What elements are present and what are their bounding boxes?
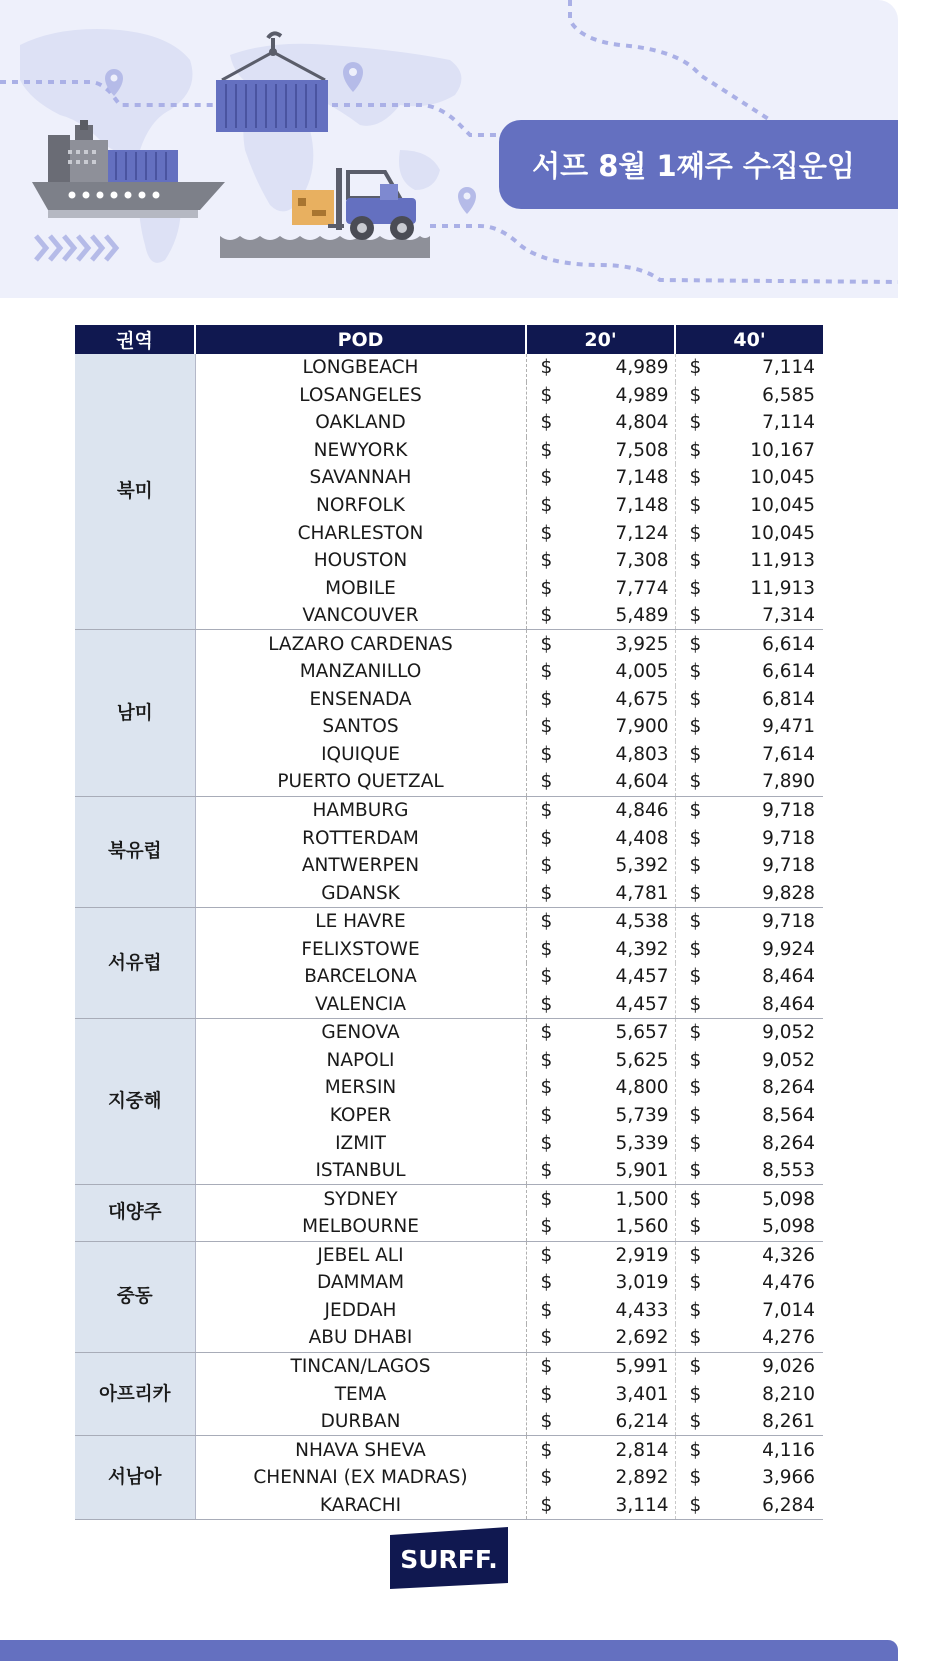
pod-cell: MANZANILLO bbox=[195, 658, 526, 686]
pod-cell: ENSENADA bbox=[195, 686, 526, 714]
rate-40ft-cell: 9,718 bbox=[762, 911, 816, 933]
rate-40ft-cell: 7,314 bbox=[709, 602, 823, 630]
currency-20-cell: $ bbox=[540, 1439, 553, 1461]
rate-40ft-cell: 8,564 bbox=[762, 1105, 816, 1127]
rate-40ft-cell: 6,614 bbox=[762, 633, 816, 655]
rate-40ft-cell: 6,814 bbox=[762, 688, 816, 710]
rate-20ft-cell: 7,148 bbox=[560, 464, 675, 492]
pod-cell: LAZARO CARDENAS bbox=[195, 630, 526, 658]
currency-40-cell: $ bbox=[689, 1049, 702, 1071]
table-header-row bbox=[75, 325, 823, 354]
bottom-accent-bar bbox=[0, 1640, 898, 1661]
surff-logo bbox=[386, 1525, 512, 1591]
pod-cell: MOBILE bbox=[195, 574, 526, 602]
rate-20ft-cell: 3,019 bbox=[560, 1269, 675, 1297]
currency-40-cell: $ bbox=[689, 743, 702, 765]
currency-20-cell: $ bbox=[540, 467, 553, 489]
currency-20-cell: $ bbox=[540, 688, 553, 710]
region-cell: 아프리카 bbox=[75, 1352, 195, 1436]
rate-40ft-cell: 8,464 bbox=[762, 966, 816, 988]
currency-20-cell: $ bbox=[526, 1213, 560, 1241]
rate-20ft-cell: 6,214 bbox=[560, 1408, 675, 1436]
forklift-icon bbox=[292, 168, 416, 240]
pod-cell: ROTTERDAM bbox=[195, 824, 526, 852]
rate-40ft-cell: 9,718 bbox=[762, 855, 816, 877]
region-cell: 북유럽 bbox=[75, 796, 195, 907]
rate-40ft-cell: 8,261 bbox=[709, 1408, 823, 1436]
currency-20-cell: $ bbox=[540, 1132, 553, 1154]
currency-20-cell: $ bbox=[526, 1324, 560, 1352]
currency-40-cell: $ bbox=[689, 1383, 702, 1405]
rate-40ft-cell: 3,966 bbox=[762, 1467, 816, 1489]
currency-40-cell: $ bbox=[689, 1022, 702, 1044]
pod-cell: LONGBEACH bbox=[195, 354, 526, 382]
rate-20ft-cell: 2,919 bbox=[560, 1241, 675, 1269]
rate-20ft-cell: 4,457 bbox=[560, 991, 675, 1019]
pod-cell: NAPOLI bbox=[195, 1047, 526, 1075]
pod-cell: FELIXSTOWE bbox=[195, 935, 526, 963]
rate-20ft-cell: 5,489 bbox=[560, 602, 675, 630]
pod-cell: ISTANBUL bbox=[195, 1157, 526, 1185]
currency-20-cell: $ bbox=[540, 661, 553, 683]
currency-40-cell: $ bbox=[675, 768, 709, 796]
rate-20ft-cell: 4,457 bbox=[560, 963, 675, 991]
currency-20-cell: $ bbox=[540, 384, 553, 406]
pod-cell: PUERTO QUETZAL bbox=[195, 768, 526, 796]
currency-40-cell: $ bbox=[675, 879, 709, 907]
region-cell: 중동 bbox=[75, 1241, 195, 1352]
currency-20-cell: $ bbox=[526, 768, 560, 796]
rate-20ft-cell: 5,901 bbox=[560, 1157, 675, 1185]
rate-20ft-cell: 4,803 bbox=[560, 741, 675, 769]
rate-20ft-cell: 4,433 bbox=[560, 1297, 675, 1325]
rate-40ft-cell: 9,026 bbox=[762, 1355, 816, 1377]
rate-40ft-cell: 10,045 bbox=[750, 522, 816, 544]
currency-20-cell: $ bbox=[526, 1408, 560, 1436]
pod-cell: TINCAN/LAGOS bbox=[195, 1352, 526, 1380]
table-row bbox=[75, 1352, 823, 1380]
rate-20ft-cell: 7,900 bbox=[560, 713, 675, 741]
currency-20-cell: $ bbox=[526, 991, 560, 1019]
rate-40ft-cell: 9,924 bbox=[762, 938, 816, 960]
pod-cell: NEWYORK bbox=[195, 437, 526, 465]
rate-40ft-cell: 8,464 bbox=[709, 991, 823, 1019]
pod-cell: IZMIT bbox=[195, 1129, 526, 1157]
currency-40-cell: $ bbox=[689, 550, 702, 572]
table-row bbox=[75, 354, 823, 382]
rate-20ft-cell: 1,500 bbox=[560, 1185, 675, 1213]
rate-20ft-cell: 7,148 bbox=[560, 492, 675, 520]
currency-20-cell: $ bbox=[540, 743, 553, 765]
region-cell: 남미 bbox=[75, 630, 195, 796]
pod-cell: DURBAN bbox=[195, 1408, 526, 1436]
currency-20-cell: $ bbox=[540, 966, 553, 988]
currency-40-cell: $ bbox=[689, 1355, 702, 1377]
table-row bbox=[75, 1019, 823, 1047]
currency-20-cell: $ bbox=[540, 577, 553, 599]
rate-20ft-cell: 4,989 bbox=[560, 382, 675, 410]
rate-20ft-cell: 4,675 bbox=[560, 686, 675, 714]
region-cell: 지중해 bbox=[75, 1019, 195, 1185]
rate-40ft-cell: 9,471 bbox=[762, 716, 816, 738]
table-body bbox=[75, 354, 823, 1519]
currency-40-cell: $ bbox=[689, 467, 702, 489]
header-region: 권역 bbox=[75, 325, 195, 354]
rate-20ft-cell: 5,657 bbox=[560, 1019, 675, 1047]
rate-40ft-cell: 10,045 bbox=[750, 495, 816, 516]
currency-20-cell: $ bbox=[540, 1355, 553, 1377]
rate-20ft-cell: 5,339 bbox=[560, 1129, 675, 1157]
pod-cell: SYDNEY bbox=[195, 1185, 526, 1213]
rate-20ft-cell: 7,508 bbox=[560, 437, 675, 465]
pod-cell: ABU DHABI bbox=[195, 1324, 526, 1352]
rate-20ft-cell: 5,739 bbox=[560, 1102, 675, 1130]
logo-text: SURFF. bbox=[400, 1545, 498, 1574]
rate-40ft-cell: 9,718 bbox=[762, 800, 816, 822]
currency-20-cell: $ bbox=[540, 1105, 553, 1127]
currency-40-cell: $ bbox=[689, 855, 702, 877]
currency-40-cell: $ bbox=[675, 1324, 709, 1352]
pod-cell: JEBEL ALI bbox=[195, 1241, 526, 1269]
rate-40ft-cell: 7,014 bbox=[762, 1299, 816, 1321]
currency-20-cell: $ bbox=[540, 1077, 553, 1099]
pod-cell: KARACHI bbox=[195, 1491, 526, 1519]
table-row bbox=[75, 907, 823, 935]
rate-40ft-cell: 7,614 bbox=[762, 743, 816, 765]
currency-40-cell: $ bbox=[689, 938, 702, 960]
rate-20ft-cell: 4,604 bbox=[560, 768, 675, 796]
currency-20-cell: $ bbox=[540, 633, 553, 655]
pod-cell: BARCELONA bbox=[195, 963, 526, 991]
currency-40-cell: $ bbox=[689, 688, 702, 710]
pod-cell: JEDDAH bbox=[195, 1297, 526, 1325]
rate-20ft-cell: 3,925 bbox=[560, 630, 675, 658]
currency-40-cell: $ bbox=[689, 522, 702, 544]
rate-20ft-cell: 5,991 bbox=[560, 1352, 675, 1380]
rate-20ft-cell: 2,692 bbox=[560, 1324, 675, 1352]
pod-cell: IQUIQUE bbox=[195, 741, 526, 769]
currency-20-cell: $ bbox=[540, 1244, 553, 1266]
currency-20-cell: $ bbox=[540, 716, 553, 738]
currency-20-cell: $ bbox=[540, 1022, 553, 1044]
table-row bbox=[75, 630, 823, 658]
header-pod: POD bbox=[195, 325, 526, 354]
rate-40ft-cell: 4,276 bbox=[709, 1324, 823, 1352]
header-20ft: 20' bbox=[526, 325, 675, 354]
currency-40-cell: $ bbox=[689, 1244, 702, 1266]
region-cell: 대양주 bbox=[75, 1185, 195, 1241]
pod-cell: ANTWERPEN bbox=[195, 852, 526, 880]
currency-40-cell: $ bbox=[689, 800, 702, 822]
rate-20ft-cell: 4,005 bbox=[560, 658, 675, 686]
table-row bbox=[75, 1436, 823, 1464]
currency-20-cell: $ bbox=[540, 938, 553, 960]
rate-20ft-cell: 4,408 bbox=[560, 824, 675, 852]
rate-20ft-cell: 4,781 bbox=[560, 879, 675, 907]
currency-40-cell: $ bbox=[675, 602, 709, 630]
currency-20-cell: $ bbox=[540, 412, 553, 434]
currency-40-cell: $ bbox=[675, 1491, 709, 1519]
currency-40-cell: $ bbox=[689, 633, 702, 655]
pod-cell: SANTOS bbox=[195, 713, 526, 741]
currency-20-cell: $ bbox=[540, 1467, 553, 1489]
currency-40-cell: $ bbox=[689, 577, 702, 599]
rate-40ft-cell: 6,614 bbox=[762, 661, 816, 683]
region-cell: 북미 bbox=[75, 354, 195, 630]
rate-40ft-cell: 6,585 bbox=[762, 384, 816, 406]
pod-cell: VANCOUVER bbox=[195, 602, 526, 630]
currency-20-cell: $ bbox=[540, 1272, 553, 1294]
currency-20-cell: $ bbox=[526, 879, 560, 907]
currency-20-cell: $ bbox=[540, 439, 553, 461]
currency-20-cell: $ bbox=[526, 602, 560, 630]
currency-40-cell: $ bbox=[675, 1213, 709, 1241]
pod-cell: NORFOLK bbox=[195, 492, 526, 520]
currency-40-cell: $ bbox=[675, 1157, 709, 1185]
rate-20ft-cell: 7,774 bbox=[560, 574, 675, 602]
pod-cell: HAMBURG bbox=[195, 796, 526, 824]
rate-20ft-cell: 4,846 bbox=[560, 796, 675, 824]
rate-20ft-cell: 5,392 bbox=[560, 852, 675, 880]
currency-40-cell: $ bbox=[689, 412, 702, 434]
rate-40ft-cell: 9,718 bbox=[762, 827, 816, 849]
rate-40ft-cell: 4,476 bbox=[762, 1272, 816, 1294]
rate-20ft-cell: 4,804 bbox=[560, 409, 675, 437]
currency-20-cell: $ bbox=[540, 522, 553, 544]
currency-20-cell: $ bbox=[540, 1049, 553, 1071]
rate-20ft-cell: 1,560 bbox=[560, 1213, 675, 1241]
header-40ft: 40' bbox=[675, 325, 823, 354]
rate-40ft-cell: 9,828 bbox=[709, 879, 823, 907]
pod-cell: GDANSK bbox=[195, 879, 526, 907]
currency-40-cell: $ bbox=[689, 357, 702, 379]
currency-40-cell: $ bbox=[689, 911, 702, 933]
currency-20-cell: $ bbox=[540, 855, 553, 877]
page-title: 서프 8월 1째주 수집운임 bbox=[532, 149, 855, 183]
rate-40ft-cell: 11,913 bbox=[750, 550, 816, 572]
pod-cell: GENOVA bbox=[195, 1019, 526, 1047]
pod-cell: VALENCIA bbox=[195, 991, 526, 1019]
currency-40-cell: $ bbox=[689, 1439, 702, 1461]
rate-40ft-cell: 10,167 bbox=[750, 439, 816, 461]
currency-40-cell: $ bbox=[689, 1272, 702, 1294]
currency-20-cell: $ bbox=[540, 827, 553, 849]
rate-20ft-cell: 4,392 bbox=[560, 935, 675, 963]
currency-40-cell: $ bbox=[689, 827, 702, 849]
rate-40ft-cell: 7,114 bbox=[762, 357, 816, 379]
rate-40ft-cell: 9,052 bbox=[762, 1022, 816, 1044]
currency-20-cell: $ bbox=[540, 495, 553, 516]
rate-20ft-cell: 3,401 bbox=[560, 1380, 675, 1408]
currency-40-cell: $ bbox=[675, 991, 709, 1019]
rate-40ft-cell: 7,890 bbox=[709, 768, 823, 796]
chevrons-right-icon bbox=[36, 236, 116, 260]
currency-40-cell: $ bbox=[675, 1408, 709, 1436]
title-banner bbox=[499, 120, 898, 209]
rate-40ft-cell: 8,264 bbox=[762, 1077, 816, 1099]
rate-20ft-cell: 2,814 bbox=[560, 1436, 675, 1464]
pod-cell: NHAVA SHEVA bbox=[195, 1436, 526, 1464]
currency-40-cell: $ bbox=[689, 384, 702, 406]
currency-40-cell: $ bbox=[689, 495, 702, 516]
currency-20-cell: $ bbox=[540, 550, 553, 572]
pod-cell: CHENNAI (EX MADRAS) bbox=[195, 1464, 526, 1492]
pod-cell: LE HAVRE bbox=[195, 907, 526, 935]
rate-40ft-cell: 10,045 bbox=[750, 467, 816, 489]
currency-40-cell: $ bbox=[689, 661, 702, 683]
currency-20-cell: $ bbox=[540, 911, 553, 933]
currency-40-cell: $ bbox=[689, 716, 702, 738]
pod-cell: SAVANNAH bbox=[195, 464, 526, 492]
pod-cell: CHARLESTON bbox=[195, 519, 526, 547]
freight-rate-table bbox=[75, 325, 823, 1520]
rate-40ft-cell: 5,098 bbox=[709, 1213, 823, 1241]
rate-40ft-cell: 9,052 bbox=[762, 1049, 816, 1071]
region-cell: 서유럽 bbox=[75, 907, 195, 1018]
rate-20ft-cell: 4,538 bbox=[560, 907, 675, 935]
currency-20-cell: $ bbox=[540, 800, 553, 822]
currency-20-cell: $ bbox=[540, 357, 553, 379]
currency-40-cell: $ bbox=[689, 1188, 702, 1210]
table-row bbox=[75, 1241, 823, 1269]
hero-banner bbox=[0, 0, 898, 298]
pod-cell: MELBOURNE bbox=[195, 1213, 526, 1241]
table-row bbox=[75, 1185, 823, 1213]
rate-40ft-cell: 8,210 bbox=[762, 1383, 816, 1405]
currency-40-cell: $ bbox=[689, 439, 702, 461]
currency-40-cell: $ bbox=[689, 1467, 702, 1489]
pod-cell: DAMMAM bbox=[195, 1269, 526, 1297]
pod-cell: KOPER bbox=[195, 1102, 526, 1130]
currency-40-cell: $ bbox=[689, 1132, 702, 1154]
rate-20ft-cell: 7,308 bbox=[560, 547, 675, 575]
rate-20ft-cell: 4,800 bbox=[560, 1074, 675, 1102]
rate-40ft-cell: 7,114 bbox=[762, 412, 816, 434]
rate-40ft-cell: 5,098 bbox=[762, 1188, 816, 1210]
rate-20ft-cell: 7,124 bbox=[560, 519, 675, 547]
pod-cell: TEMA bbox=[195, 1380, 526, 1408]
currency-40-cell: $ bbox=[689, 1299, 702, 1321]
rate-40ft-cell: 11,913 bbox=[750, 577, 816, 599]
rate-20ft-cell: 4,989 bbox=[560, 354, 675, 382]
currency-20-cell: $ bbox=[526, 1157, 560, 1185]
pod-cell: MERSIN bbox=[195, 1074, 526, 1102]
table-row bbox=[75, 796, 823, 824]
rate-40ft-cell: 8,553 bbox=[709, 1157, 823, 1185]
region-cell: 서남아 bbox=[75, 1436, 195, 1520]
rate-40ft-cell: 4,326 bbox=[762, 1244, 816, 1266]
currency-20-cell: $ bbox=[540, 1188, 553, 1210]
currency-40-cell: $ bbox=[689, 1077, 702, 1099]
rate-40ft-cell: 4,116 bbox=[762, 1439, 816, 1461]
rate-20ft-cell: 2,892 bbox=[560, 1464, 675, 1492]
currency-40-cell: $ bbox=[689, 966, 702, 988]
pod-cell: OAKLAND bbox=[195, 409, 526, 437]
currency-40-cell: $ bbox=[689, 1105, 702, 1127]
rate-20ft-cell: 5,625 bbox=[560, 1047, 675, 1075]
rate-20ft-cell: 3,114 bbox=[560, 1491, 675, 1519]
rate-40ft-cell: 6,284 bbox=[709, 1491, 823, 1519]
currency-20-cell: $ bbox=[540, 1299, 553, 1321]
rate-40ft-cell: 8,264 bbox=[762, 1132, 816, 1154]
currency-20-cell: $ bbox=[540, 1383, 553, 1405]
currency-20-cell: $ bbox=[526, 1491, 560, 1519]
pod-cell: LOSANGELES bbox=[195, 382, 526, 410]
pod-cell: HOUSTON bbox=[195, 547, 526, 575]
